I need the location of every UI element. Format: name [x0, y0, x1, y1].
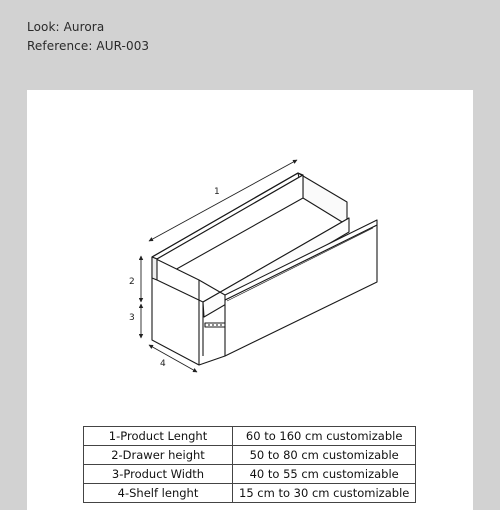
- spec-value: 60 to 160 cm customizable: [233, 427, 416, 446]
- dimension-1-label: 1: [214, 187, 220, 197]
- drawing-sheet: [27, 90, 473, 510]
- spec-table: [83, 426, 416, 503]
- spec-value: 50 to 80 cm customizable: [233, 446, 416, 465]
- look-label: Look: Aurora: [27, 20, 105, 34]
- spec-name: 3-Product Width: [84, 465, 233, 484]
- reference-label: Reference: AUR-003: [27, 39, 150, 53]
- cabinet-body: [152, 173, 377, 365]
- spec-value: 40 to 55 cm customizable: [233, 465, 416, 484]
- table-row: [84, 465, 416, 484]
- dimension-4-label: 4: [160, 359, 166, 369]
- dimension-3-label: 3: [129, 313, 135, 323]
- spec-name: 4-Shelf lenght: [84, 484, 233, 503]
- table-row: [84, 446, 416, 465]
- table-row: [84, 427, 416, 446]
- spec-value: 15 cm to 30 cm customizable: [233, 484, 416, 503]
- spec-name: 2-Drawer height: [84, 446, 233, 465]
- spec-name: 1-Product Lenght: [84, 427, 233, 446]
- dimension-2-label: 2: [129, 277, 135, 287]
